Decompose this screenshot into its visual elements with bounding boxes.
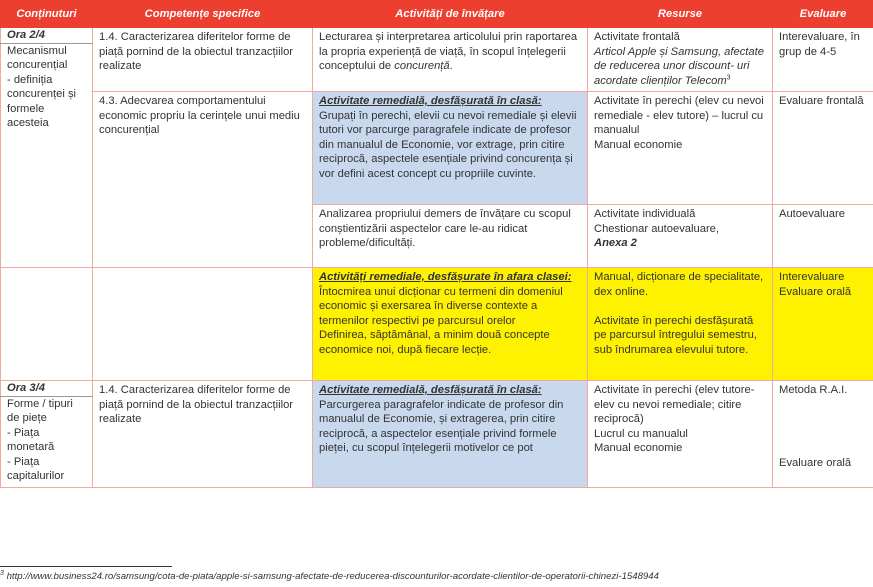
- hour3-label-row: [1, 381, 873, 397]
- header-evaluare: Evaluare: [773, 1, 873, 28]
- hour2-row2-competence: 4.3. Adecvarea comportamentului economic propriu la cerințele unui mediu concurențial: [93, 92, 313, 268]
- hour3-label: Ora 3/4: [1, 381, 93, 397]
- hour3-activity: Activitate remedială, desfășurată în clasă: Parcurgerea paragrafelor indicate de profesor din manualul de Economie, și extragerea, prin citire reciprocă, a aspectelor esențiale privind formele pieței, cu scopul înțelegerii motivelor ce pot: [313, 381, 588, 488]
- hour3-content: Forme / tipuri de piețe - Piața monetară - Piața capitalurilor: [1, 396, 93, 487]
- hour2-label-row: [1, 28, 873, 44]
- hour2-row1-competence: 1.4. Caracterizarea diferitelor forme de piață pornind de la obiectul tranzacțiilor realizate: [93, 28, 313, 92]
- hour2-row2: [1, 92, 873, 205]
- hour2-row3-activity: Analizarea propriului demers de învățare cu scopul conștientizării aspectelor care le-au ridicat probleme/dificultăți.: [313, 205, 588, 268]
- table-header-row: [1, 1, 873, 28]
- hour2-row2-activity: Activitate remedială, desfășurată în clasă: Grupați în perechi, elevii cu nevoi remediale și elevii tutori vor parcurge paragrafele indicate de profesor din manualul de Economie, vor extrage, prin citire reciprocă, aspectele esențiale privind concurența și vor defini acest concept cu propriile cuvinte.: [313, 92, 588, 205]
- hour2-row4-content: [1, 268, 93, 381]
- hour2-row4: [1, 268, 873, 381]
- footnote-separator: [0, 566, 172, 567]
- header-activitati: Activități de învățare: [313, 1, 588, 28]
- hour2-row4-competence: [93, 268, 313, 381]
- hour2-row4-resources: Manual, dicționare de specialitate, dex online. Activitate în perechi desfășurată pe parcursul întregului semestru, sub îndrumarea elevului tutore.: [588, 268, 773, 381]
- hour3-resources: Activitate în perechi (elev tutore-elev cu nevoi remediale; citire reciprocă) Lucrul cu manualul Manual economie: [588, 381, 773, 488]
- hour2-row1-activity: Lecturarea și interpretarea articolului prin raportarea la propria experiență de viață, în scopul înțelegerii conceptului de concurență.: [313, 28, 588, 92]
- header-continuturi: Conținuturi: [1, 1, 93, 28]
- hour2-row4-activity: Activități remediale, desfășurate în afara clasei: Întocmirea unui dicționar cu termeni din domeniul economic și exersarea în diverse contexte a termenilor respectivi pe parcursul orelor Definirea, săptămânal, a minim două concepte economice noi, după fiecare lecție.: [313, 268, 588, 381]
- hour2-row1-resources: Activitate frontală Articol Apple și Samsung, afectate de reducerea unor discount- uri acordate clienților Telecom$^3$: [588, 28, 773, 92]
- hour2-row2-evaluation: Evaluare frontală: [773, 92, 873, 205]
- hour3-competence: 1.4. Caracterizarea diferitelor forme de piață pornind de la obiectul tranzacțiilor realizate: [93, 381, 313, 488]
- header-resurse: Resurse: [588, 1, 773, 28]
- hour2-row3-resources: Activitate individuală Chestionar autoevaluare, Anexa 2: [588, 205, 773, 268]
- hour2-row3-evaluation: Autoevaluare: [773, 205, 873, 268]
- hour2-content: Mecanismul concurențial - definiția concurenței și formele acesteia: [1, 43, 93, 268]
- hour2-row4-evaluation: Interevaluare Evaluare orală: [773, 268, 873, 381]
- header-competente: Competențe specifice: [93, 1, 313, 28]
- hour3-evaluation: Metoda R.A.I. Evaluare orală: [773, 381, 873, 488]
- hour2-label: Ora 2/4: [1, 28, 93, 44]
- hour2-row1-evaluation: Interevaluare, în grup de 4-5: [773, 28, 873, 92]
- footnote: $^3$ http://www.business24.ro/samsung/cota-de-piata/apple-si-samsung-afectate-de-reducerea-discounturilor-acordate-clientilor-de-operatorii-chinezi-1548944: [0, 569, 659, 582]
- hour2-row2-resources: Activitate în perechi (elev cu nevoi remediale - elev tutore) – lucrul cu manualul Manual economie: [588, 92, 773, 205]
- footnote-url: http://www.business24.ro/samsung/cota-de-piata/apple-si-samsung-afectate-de-reducerea-discounturilor-acordate-clientilor-de-operatorii-chinezi-1548944: [6, 571, 659, 582]
